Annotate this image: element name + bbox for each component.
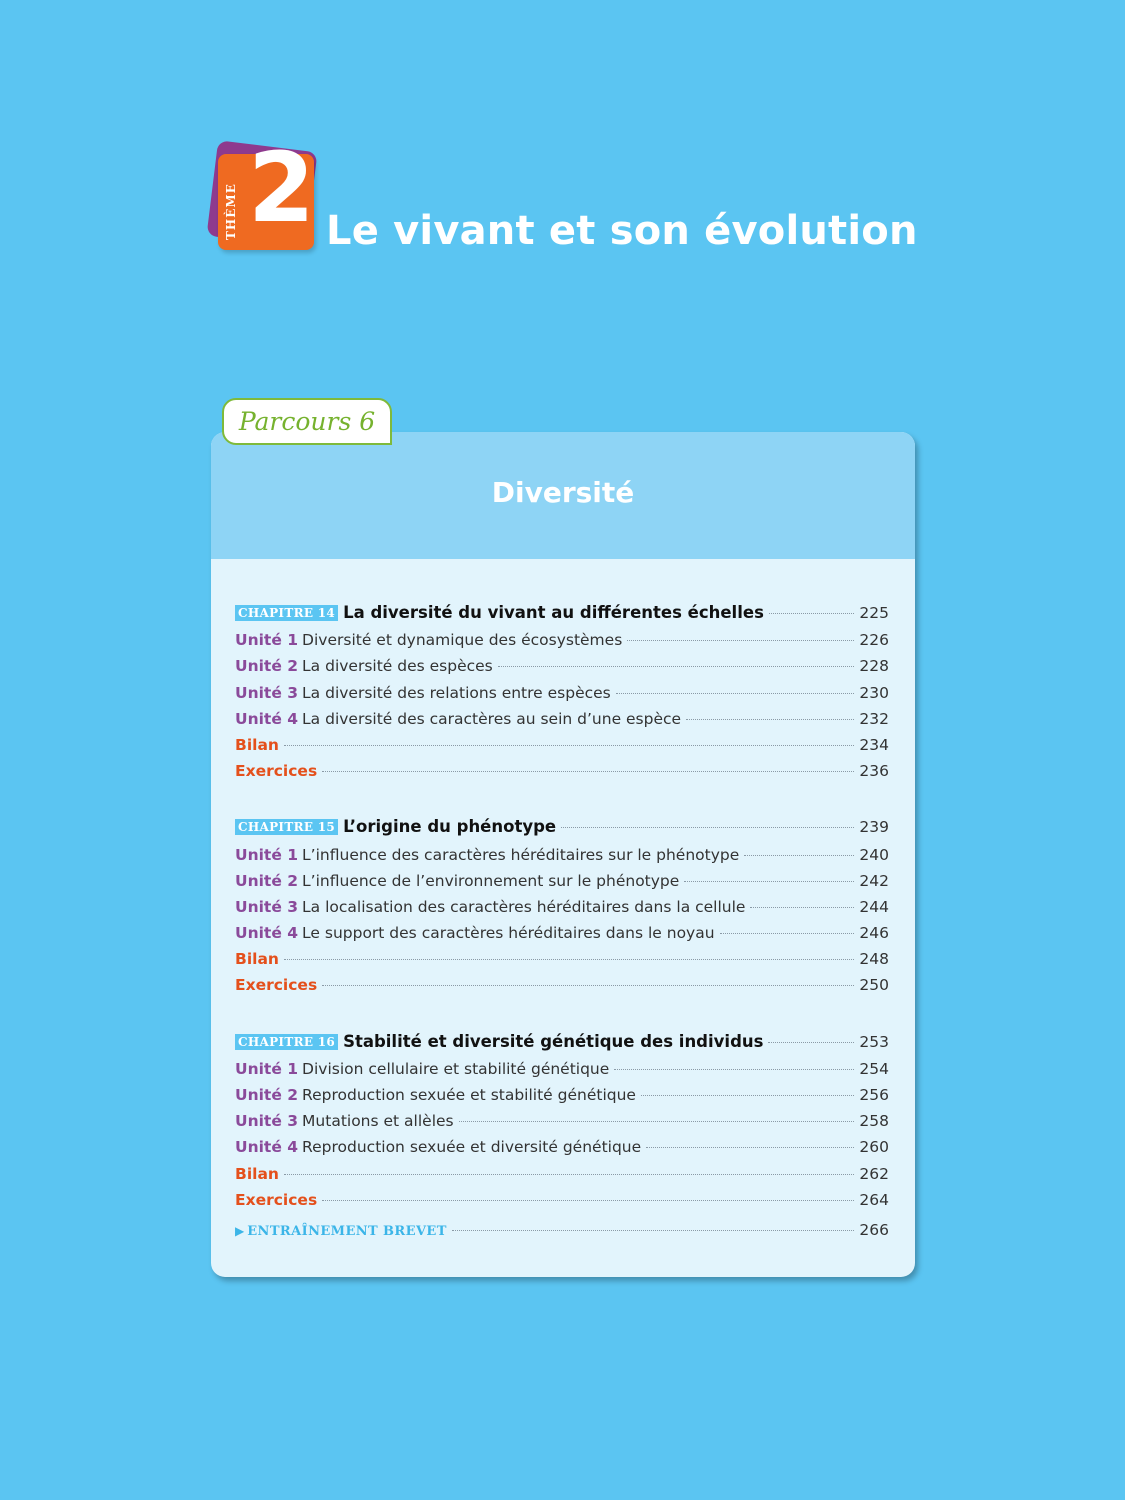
theme-badge [208,132,318,258]
exercices-row[interactable] [235,1187,889,1213]
dot-leader [750,907,854,908]
unit-row[interactable] [235,680,889,706]
brevet-row[interactable] [235,1217,889,1243]
unit-label: Unité 2 [235,657,299,676]
page-number: 264 [859,1190,889,1209]
exercices-label: Exercices [235,1190,318,1209]
unit-text: Le support des caractères héréditaires dans le noyau [302,924,715,943]
exercices-label: Exercices [235,976,318,995]
dot-leader [459,1121,855,1122]
dot-leader [284,745,854,746]
unit-text: Reproduction sexuée et diversité génétique [302,1138,642,1157]
dot-leader [744,855,854,856]
page-number: 246 [859,924,889,943]
dot-leader [322,985,854,986]
unit-text: La localisation des caractères héréditaires dans la cellule [302,897,746,916]
page-number: 234 [859,735,889,754]
exercices-row[interactable] [235,758,889,784]
dot-leader [627,640,854,641]
unit-label: Unité 2 [235,1086,299,1104]
bilan-row[interactable] [235,946,889,972]
unit-text: L’influence de l’environnement sur le phénotype [302,871,680,890]
unit-row[interactable] [235,1134,889,1160]
chapter-tag: CHAPITRE 15 [235,819,338,835]
page-number: 254 [859,1059,889,1078]
bilan-row[interactable] [235,732,889,758]
page-number: 226 [859,631,889,650]
dot-leader [322,771,854,772]
chapter-title: L’origine du phénotype [343,817,557,837]
badge-front-shape [218,132,315,250]
bilan-label: Bilan [235,950,279,969]
page-number: 242 [859,871,889,890]
unit-row[interactable] [235,706,889,732]
chapter-title: La diversité du vivant au différentes échelles [343,603,764,622]
dot-leader [616,693,855,694]
bilan-label: Bilan [235,735,279,754]
unit-label: Unité 4 [235,709,299,728]
unit-row[interactable] [235,1082,889,1108]
page-number: 258 [859,1112,889,1131]
unit-text: Mutations et allèles [302,1112,454,1131]
page-number: 236 [859,762,889,781]
unit-label: Unité 3 [235,1112,299,1131]
unit-row[interactable] [235,653,889,679]
unit-row[interactable] [235,1108,889,1134]
table-of-contents [235,600,889,1243]
dot-leader [614,1069,854,1070]
bilan-row[interactable] [235,1161,889,1187]
page-number: 225 [859,604,889,622]
theme-title: Le vivant et son évolution [326,208,918,254]
unit-row[interactable] [235,627,889,653]
page-number: 262 [859,1164,889,1183]
triangle-right-icon: ▶ [235,1223,245,1238]
dot-leader [646,1147,854,1148]
dot-leader [641,1095,854,1096]
unit-label: Unité 1 [235,631,299,650]
unit-label: Unité 1 [235,845,299,864]
unit-text: Diversité et dynamique des écosystèmes [302,631,623,650]
unit-text: L’influence des caractères héréditaires sur le phénotype [302,845,740,864]
unit-text: La diversité des relations entre espèces [302,683,611,702]
dot-leader [452,1230,855,1231]
badge-theme-word: THÈME [224,183,238,240]
unit-text: La diversité des espèces [302,657,493,676]
dot-leader [498,666,855,667]
unit-row[interactable] [235,842,889,868]
unit-text: Division cellulaire et stabilité génétique [302,1059,610,1078]
unit-text: La diversité des caractères au sein d’une espèce [302,709,682,728]
page-number: 256 [859,1086,889,1104]
page-number: 260 [859,1138,889,1157]
unit-label: Unité 3 [235,683,299,702]
unit-label: Unité 4 [235,924,299,943]
page-number: 248 [859,950,889,969]
dot-leader [720,933,855,934]
chapter-15-row[interactable] [235,814,889,840]
dot-leader [284,1174,854,1175]
dot-leader [769,613,855,614]
unit-label: Unité 3 [235,897,299,916]
unit-row[interactable] [235,1056,889,1082]
dot-leader [768,1042,854,1043]
page-number: 266 [859,1220,889,1239]
chapter-tag: CHAPITRE 14 [235,605,338,621]
dot-leader [322,1200,854,1201]
chapter-16-row[interactable] [235,1029,889,1055]
dot-leader [684,881,854,882]
dot-leader [561,827,854,828]
page-number: 230 [859,683,889,702]
badge-theme-number: 2 [248,132,315,244]
toc-card [211,432,915,1277]
page-number: 240 [859,845,889,864]
dot-leader [284,959,854,960]
brevet-label: ENTRAÎNEMENT BREVET [247,1223,447,1239]
card-title: Diversité [491,476,635,509]
chapter-14-row[interactable] [235,600,889,626]
unit-label: Unité 2 [235,871,299,890]
exercices-row[interactable] [235,972,889,998]
page-number: 239 [859,818,889,837]
page-number: 228 [859,657,889,676]
bilan-label: Bilan [235,1164,279,1183]
page-number: 244 [859,897,889,916]
unit-label: Unité 1 [235,1059,299,1078]
unit-label: Unité 4 [235,1138,299,1157]
exercices-label: Exercices [235,762,318,781]
card-header [211,432,915,559]
dot-leader [686,719,854,720]
page-number: 232 [859,709,889,728]
unit-row[interactable] [235,894,889,920]
chapter-tag: CHAPITRE 16 [235,1034,338,1050]
unit-row[interactable] [235,868,889,894]
page-number: 250 [859,976,889,995]
chapter-title: Stabilité et diversité génétique des individus [343,1031,764,1051]
unit-row[interactable] [235,920,889,946]
page-number: 253 [859,1032,889,1051]
parcours-tab [222,398,392,445]
unit-text: Reproduction sexuée et stabilité génétique [302,1086,636,1104]
parcours-label: Parcours 6 [238,407,376,436]
